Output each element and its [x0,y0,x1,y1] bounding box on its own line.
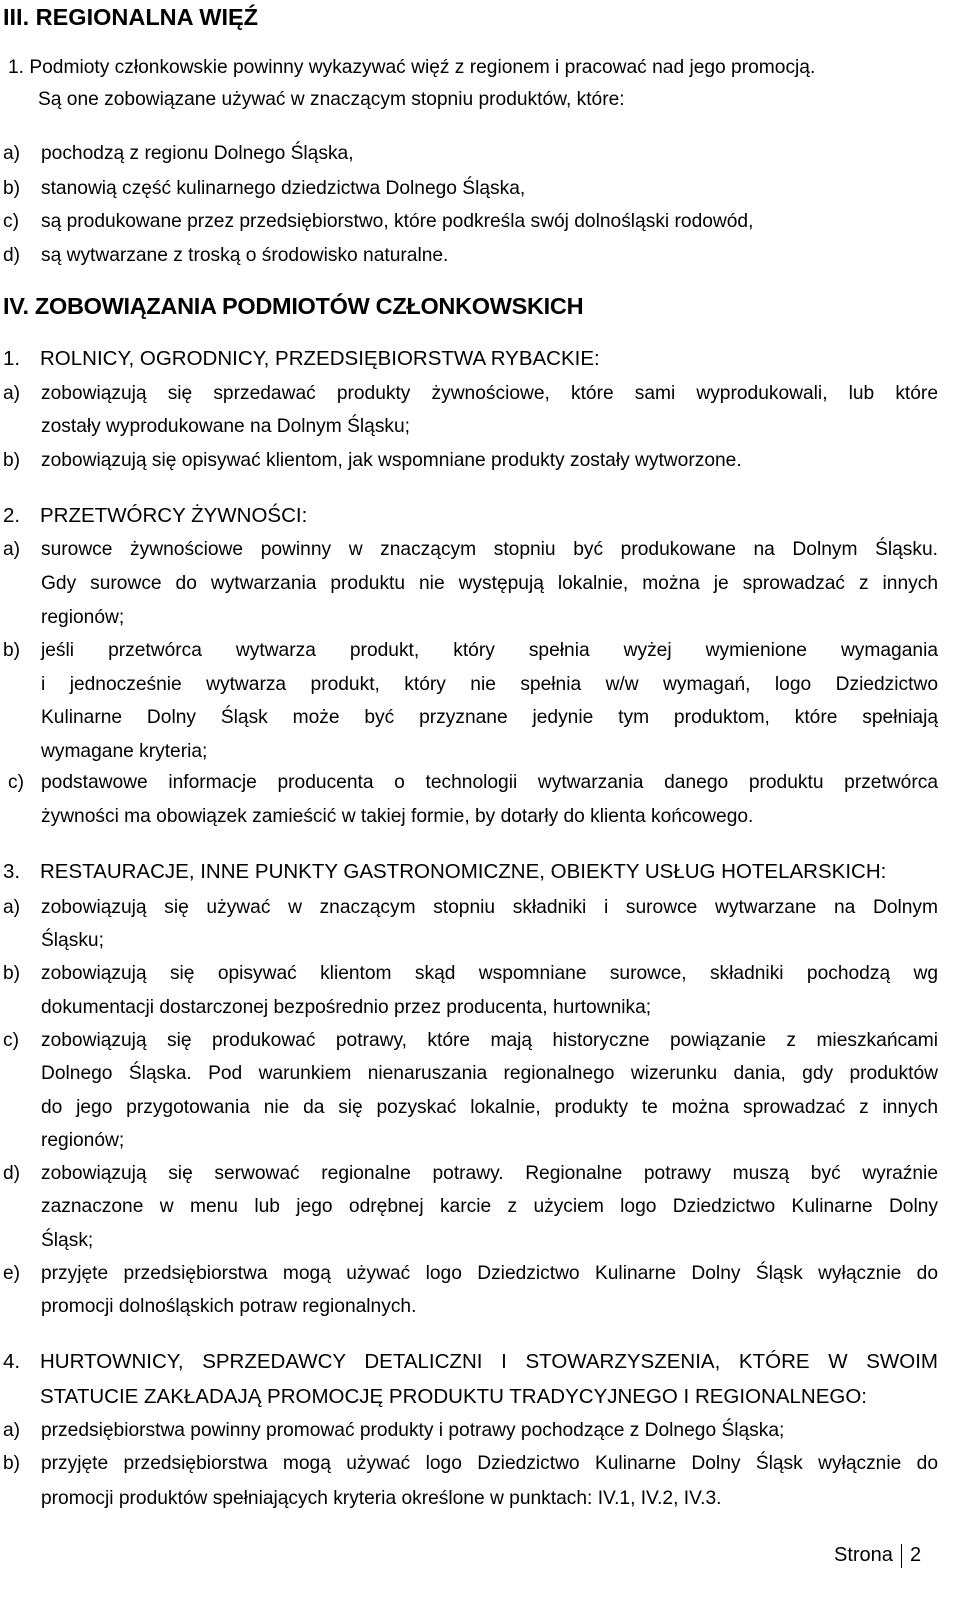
item-line: Śląsku; [41,930,104,951]
item-line: zobowiązują się sprzedawać produkty żywnościowe, które sami wyprodukowali, lub które [41,383,938,404]
item-line: jeśli przetwórca wytwarza produkt, który spełnia wyżej wymienione wymagania [41,640,938,661]
subsection-title: ROLNICY, OGRODNICY, PRZEDSIĘBIORSTWA RYBACKIE: [40,347,600,370]
list-item: są produkowane przez przedsiębiorstwo, które podkreśla swój dolnośląski rodowód, [41,211,754,232]
item-letter: b) [3,1453,21,1474]
item-line: przyjęte przedsiębiorstwa mogą używać logo Dziedzictwo Kulinarne Dolny Śląsk wyłącznie do [41,1263,938,1284]
item-line: Śląsk; [41,1230,94,1251]
page-label: Strona [834,1544,893,1566]
subsection-number: 2. [3,504,21,527]
page-number: 2 [909,1544,922,1566]
item-line: Kulinarne Dolny Śląsk może być przyznane jedynie tym produktom, które spełniają [41,707,938,728]
item-line: zobowiązują się używać w znaczącym stopniu składniki i surowce wytwarzane na Dolnym [41,897,938,918]
item-line: zaznaczone w menu lub jego odrębnej karcie z użyciem logo Dziedzictwo Kulinarne Dolny [41,1196,938,1217]
subsection-number: 3. [3,860,21,883]
subsection-title: RESTAURACJE, INNE PUNKTY GASTRONOMICZNE, OBIEKTY USŁUG HOTELARSKICH: [40,860,887,883]
item-letter: b) [3,640,21,661]
item-letter: e) [3,1263,21,1284]
item-line: przyjęte przedsiębiorstwa mogą używać logo Dziedzictwo Kulinarne Dolny Śląsk wyłącznie do [41,1453,938,1474]
item-line: do jego przygotowania nie da się pozyskać lokalnie, produkty te można sprowadzać z innych [41,1097,938,1118]
list-item: pochodzą z regionu Dolnego Śląska, [41,143,354,164]
item-line: regionów; [41,607,125,628]
item-line: zobowiązują się produkować potrawy, które mają historyczne powiązanie z mieszkańcami [41,1030,938,1051]
list-item: są wytwarzane z troską o środowisko naturalne. [41,245,449,266]
item-line: zostały wyprodukowane na Dolnym Śląsku; [41,416,411,437]
item-letter: a) [3,1420,21,1441]
subsection-title: STATUCIE ZAKŁADAJĄ PROMOCJĘ PRODUKTU TRADYCYJNEGO I REGIONALNEGO: [40,1385,867,1408]
footer-divider [901,1544,902,1568]
paragraph-line: Są one zobowiązane używać w znaczącym stopniu produktów, które: [38,89,625,110]
item-letter: d) [3,245,21,266]
item-line: żywności ma obowiązek zamieścić w takiej formie, by dotarły do klienta końcowego. [41,806,754,827]
item-letter: a) [3,897,21,918]
subsection-title: PRZETWÓRCY ŻYWNOŚCI: [40,504,308,527]
item-line: promocji produktów spełniających kryteria określone w punktach: IV.1, IV.2, IV.3. [41,1488,722,1509]
item-letter: c) [8,772,24,793]
item-letter: b) [3,178,21,199]
item-line: Gdy surowce do wytwarzania produktu nie występują lokalnie, można je sprowadzać z innych [41,573,938,594]
subsection-title: HURTOWNICY, SPRZEDAWCY DETALICZNI I STOWARZYSZENIA, KTÓRE W SWOIM [40,1350,938,1373]
item-line: i jednocześnie wytwarza produkt, który nie spełnia w/w wymagań, logo Dziedzictwo [41,674,938,695]
item-line: regionów; [41,1130,125,1151]
item-letter: b) [3,963,21,984]
item-letter: d) [3,1163,21,1184]
item-line: surowce żywnościowe powinny w znaczącym stopniu być produkowane na Dolnym Śląsku. [41,539,938,560]
page-footer [834,1540,944,1570]
item-line: przedsiębiorstwa powinny promować produkty i potrawy pochodzące z Dolnego Śląska; [41,1420,785,1441]
subsection-number: 4. [3,1350,21,1373]
item-line: Dolnego Śląska. Pod warunkiem nienaruszania regionalnego wizerunku dania, gdy produktów [41,1063,938,1084]
item-line: podstawowe informacje producenta o technologii wytwarzania danego produktu przetwórca [41,772,938,793]
item-line: promocji dolnośląskich potraw regionalnych. [41,1296,417,1317]
item-letter: b) [3,450,21,471]
section-heading-3: III. REGIONALNA WIĘŹ [3,4,259,30]
section-heading-4: IV. ZOBOWIĄZANIA PODMIOTÓW CZŁONKOWSKICH [3,293,584,319]
list-item: stanowią część kulinarnego dziedzictwa Dolnego Śląska, [41,178,526,199]
item-letter: a) [3,143,21,164]
item-line: zobowiązują się opisywać klientom, jak wspomniane produkty zostały wytworzone. [41,450,742,471]
paragraph-line: 1. Podmioty członkowskie powinny wykazywać więź z regionem i pracować nad jego promocją. [8,57,816,78]
item-line: zobowiązują się serwować regionalne potrawy. Regionalne potrawy muszą być wyraźnie [41,1163,938,1184]
item-line: dokumentacji dostarczonej bezpośrednio przez producenta, hurtownika; [41,997,652,1018]
subsection-number: 1. [3,347,21,370]
item-letter: a) [3,383,21,404]
item-letter: c) [3,1030,19,1051]
item-line: zobowiązują się opisywać klientom skąd wspomniane surowce, składniki pochodzą wg [41,963,938,984]
item-letter: c) [3,211,19,232]
item-letter: a) [3,539,21,560]
item-line: wymagane kryteria; [41,741,208,762]
